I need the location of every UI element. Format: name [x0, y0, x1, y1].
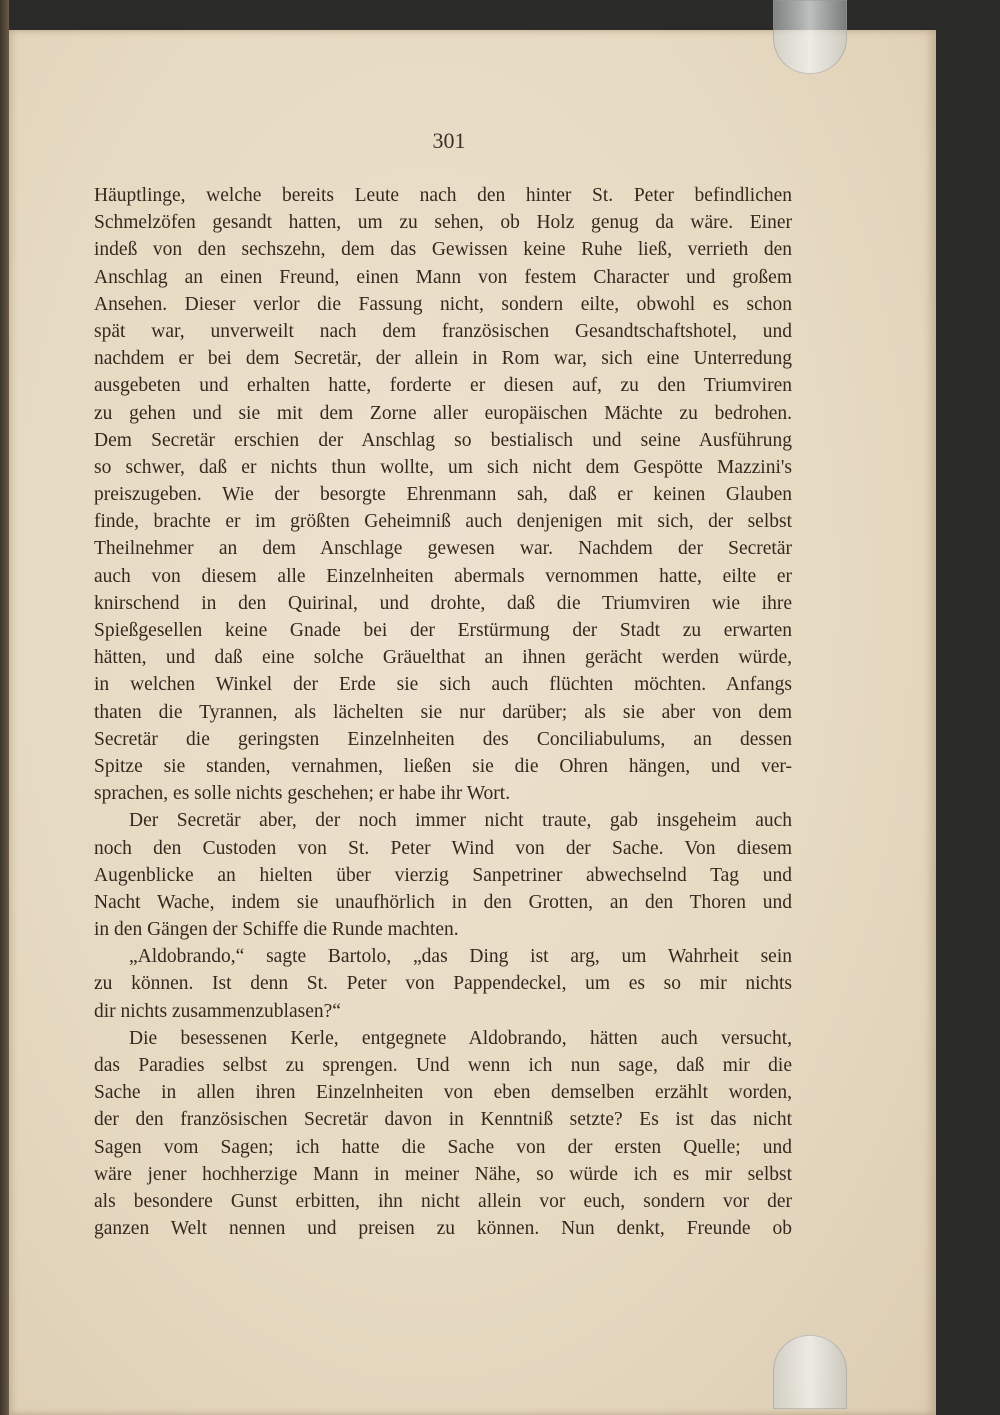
text-line: Anschlag an einen Freund, einen Mann von festem Character und großem [94, 266, 792, 288]
book-binding-edge [0, 0, 9, 1415]
page-clip-top [773, 0, 847, 74]
text-line: ausgebeten und erhalten hatte, forderte er diesen auf, zu den Triumviren [94, 375, 792, 397]
text-line: noch den Custoden von St. Peter Wind von der Sache. Von diesem [94, 837, 792, 859]
text-line: als besondere Gunst erbitten, ihn nicht allein vor euch, sondern vor der [94, 1190, 792, 1212]
text-line: knirschend in den Quirinal, und drohte, daß die Triumviren wie ihre [94, 592, 792, 614]
text-line: Theilnehmer an dem Anschlage gewesen war. Nachdem der Secretär [94, 538, 792, 560]
text-line: Spitze sie standen, vernahmen, ließen sie die Ohren hängen, und ver- [94, 755, 792, 777]
text-line: so schwer, daß er nichts thun wollte, um sich nicht dem Gespötte Mazzini's [94, 456, 792, 478]
text-line: Dem Secretär erschien der Anschlag so bestialisch und seine Ausführung [94, 429, 792, 451]
text-line: Sache in allen ihren Einzelnheiten von eben demselben erzählt worden, [94, 1082, 792, 1104]
text-line: Die besessenen Kerle, entgegnete Aldobrando, hätten auch versucht, [129, 1027, 792, 1049]
text-line: sprachen, es solle nichts geschehen; er habe ihr Wort. [94, 783, 511, 805]
text-line: der den französischen Secretär davon in Kenntniß setzte? Es ist das nicht [94, 1109, 792, 1131]
text-line: thaten die Tyrannen, als lächelten sie nur darüber; als sie aber von dem [94, 701, 792, 723]
text-line: Augenblicke an hielten über vierzig Sanpetriner abwechselnd Tag und [94, 864, 792, 886]
text-line: hätten, und daß eine solche Gräuelthat an ihnen gerächt werden würde, [94, 647, 792, 669]
text-line: zu gehen und sie mit dem Zorne aller europäischen Mächte zu bedrohen. [94, 402, 792, 424]
text-line: Der Secretär aber, der noch immer nicht traute, gab insgeheim auch [129, 810, 792, 832]
text-line: Nacht Wache, indem sie unaufhörlich in den Grotten, an den Thoren und [94, 891, 792, 913]
text-line: ganzen Welt nennen und preisen zu können. Nun denkt, Freunde ob [94, 1218, 792, 1240]
text-line: nachdem er bei dem Secretär, der allein in Rom war, sich eine Unterredung [94, 348, 792, 370]
text-line: in den Gängen der Schiffe die Runde machten. [94, 919, 459, 941]
text-line: Häuptlinge, welche bereits Leute nach den hinter St. Peter befindlichen [94, 185, 792, 206]
text-line: auch von diesem alle Einzelnheiten abermals vernommen hatte, eilte er [94, 565, 792, 587]
text-line: preiszugeben. Wie der besorgte Ehrenmann sah, daß er keinen Glauben [94, 484, 792, 506]
text-line: Spießgesellen keine Gnade bei der Erstürmung der Stadt zu erwarten [94, 620, 792, 641]
text-line: Sagen vom Sagen; ich hatte die Sache von der ersten Quelle; und [94, 1136, 792, 1158]
body-text [94, 182, 792, 1242]
book-page [9, 30, 936, 1415]
text-line: indeß von den sechszehn, dem das Gewissen keine Ruhe ließ, verrieth den [94, 239, 792, 261]
text-line: Schmelzöfen gesandt hatten, um zu sehen, ob Holz genug da wäre. Einer [94, 212, 792, 234]
text-line: in welchen Winkel der Erde sie sich auch flüchten möchten. Anfangs [94, 674, 792, 696]
text-line: das Paradies selbst zu sprengen. Und wenn ich nun sage, daß mir die [94, 1055, 792, 1076]
text-line: spät war, unverweilt nach dem französischen Gesandtschaftshotel, und [94, 320, 792, 342]
page-number: 301 [432, 128, 466, 153]
text-line: zu können. Ist denn St. Peter von Pappendeckel, um es so mir nichts [94, 973, 792, 995]
text-line: Secretär die geringsten Einzelnheiten des Conciliabulums, an dessen [94, 728, 792, 750]
text-line: dir nichts zusammenzublasen?“ [94, 1000, 341, 1022]
text-line: wäre jener hochherzige Mann in meiner Nähe, so würde ich es mir selbst [94, 1163, 792, 1185]
text-line: „Aldobrando,“ sagte Bartolo, „das Ding ist arg, um Wahrheit sein [129, 946, 792, 968]
text-line: finde, brachte er im größten Geheimniß auch denjenigen mit sich, der selbst [94, 511, 792, 533]
text-line: Ansehen. Dieser verlor die Fassung nicht, sondern eilte, obwohl es schon [94, 293, 792, 315]
page-clip-bottom [773, 1335, 847, 1409]
